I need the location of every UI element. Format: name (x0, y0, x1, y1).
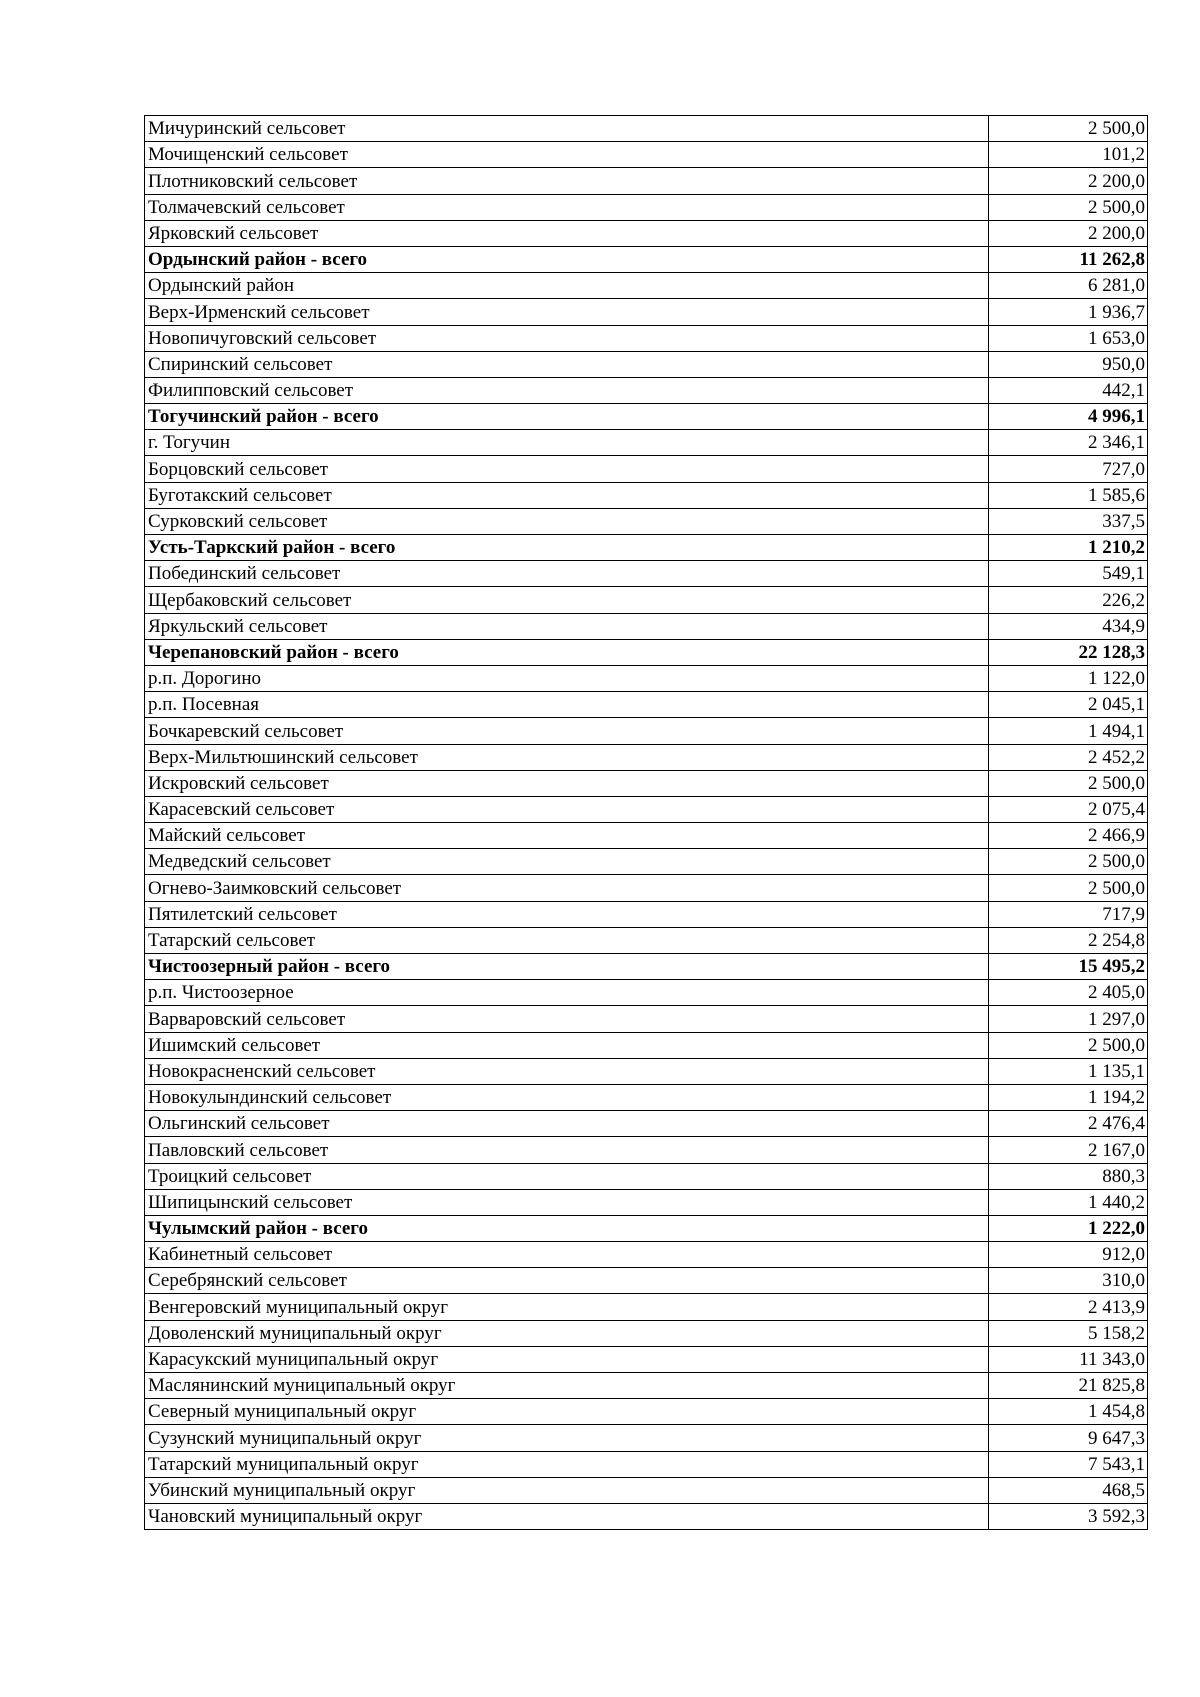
amount-cell: 2 452,2 (989, 744, 1148, 770)
table-row (145, 1503, 1148, 1529)
municipality-name: Ольгинский сельсовет (145, 1111, 989, 1137)
table-row (145, 1189, 1148, 1215)
municipality-name: Верх-Мильтюшинский сельсовет (145, 744, 989, 770)
amount-cell: 2 500,0 (989, 194, 1148, 220)
table-row (145, 1346, 1148, 1372)
municipality-name: Северный муниципальный округ (145, 1399, 989, 1425)
amount-cell: 6 281,0 (989, 273, 1148, 299)
district-total-amount: 11 262,8 (989, 246, 1148, 272)
municipality-name: Побединский сельсовет (145, 561, 989, 587)
municipality-name: Верх-Ирменский сельсовет (145, 299, 989, 325)
table-row (145, 613, 1148, 639)
amount-cell: 310,0 (989, 1268, 1148, 1294)
municipality-name: Яркульский сельсовет (145, 613, 989, 639)
table-row (145, 377, 1148, 403)
amount-cell: 1 653,0 (989, 325, 1148, 351)
table-row (145, 142, 1148, 168)
municipality-name: Борцовский сельсовет (145, 456, 989, 482)
table-row (145, 1399, 1148, 1425)
district-total-amount: 15 495,2 (989, 954, 1148, 980)
municipality-name: Филипповский сельсовет (145, 377, 989, 403)
table-row (145, 744, 1148, 770)
municipality-name: Троицкий сельсовет (145, 1163, 989, 1189)
amount-cell: 2 500,0 (989, 116, 1148, 142)
amount-cell: 11 343,0 (989, 1346, 1148, 1372)
amount-cell: 468,5 (989, 1477, 1148, 1503)
table-row (145, 692, 1148, 718)
table-row (145, 194, 1148, 220)
table-row (145, 1294, 1148, 1320)
table-row (145, 325, 1148, 351)
district-total-row (145, 535, 1148, 561)
municipality-name: Щербаковский сельсовет (145, 587, 989, 613)
municipality-name: Спиринский сельсовет (145, 351, 989, 377)
district-total-name: Усть-Таркский район - всего (145, 535, 989, 561)
table-row (145, 980, 1148, 1006)
amount-cell: 2 075,4 (989, 796, 1148, 822)
municipality-name: Варваровский сельсовет (145, 1006, 989, 1032)
amount-cell: 5 158,2 (989, 1320, 1148, 1346)
municipality-name: Маслянинский муниципальный округ (145, 1373, 989, 1399)
table-row (145, 587, 1148, 613)
amount-cell: 21 825,8 (989, 1373, 1148, 1399)
municipality-name: Буготакский сельсовет (145, 482, 989, 508)
table-row (145, 1163, 1148, 1189)
amount-cell: 1 135,1 (989, 1058, 1148, 1084)
municipality-name: Толмачевский сельсовет (145, 194, 989, 220)
amount-cell: 2 200,0 (989, 220, 1148, 246)
table-row (145, 116, 1148, 142)
municipality-name: Искровский сельсовет (145, 770, 989, 796)
district-total-name: Чистоозерный район - всего (145, 954, 989, 980)
district-total-row (145, 404, 1148, 430)
amount-cell: 2 045,1 (989, 692, 1148, 718)
municipality-name: г. Тогучин (145, 430, 989, 456)
municipality-name: Павловский сельсовет (145, 1137, 989, 1163)
amount-cell: 337,5 (989, 508, 1148, 534)
municipality-name: Огнево-Заимковский сельсовет (145, 875, 989, 901)
table-row (145, 1111, 1148, 1137)
table-row (145, 508, 1148, 534)
district-total-amount: 4 996,1 (989, 404, 1148, 430)
table-row (145, 770, 1148, 796)
amount-cell: 1 585,6 (989, 482, 1148, 508)
amount-cell: 1 936,7 (989, 299, 1148, 325)
municipality-name: Венгеровский муниципальный округ (145, 1294, 989, 1320)
municipality-name: Медведский сельсовет (145, 849, 989, 875)
table-row (145, 273, 1148, 299)
table-row (145, 927, 1148, 953)
table-row (145, 1451, 1148, 1477)
district-total-row (145, 246, 1148, 272)
table-row (145, 456, 1148, 482)
municipality-name: Кабинетный сельсовет (145, 1242, 989, 1268)
amount-cell: 226,2 (989, 587, 1148, 613)
amount-cell: 2 500,0 (989, 849, 1148, 875)
allocation-table (144, 115, 1148, 1530)
district-total-amount: 22 128,3 (989, 639, 1148, 665)
municipality-name: Шипицынский сельсовет (145, 1189, 989, 1215)
municipality-name: р.п. Посевная (145, 692, 989, 718)
municipality-name: Серебрянский сельсовет (145, 1268, 989, 1294)
table-row (145, 665, 1148, 691)
table-row (145, 482, 1148, 508)
table-row (145, 299, 1148, 325)
amount-cell: 727,0 (989, 456, 1148, 482)
district-total-amount: 1 210,2 (989, 535, 1148, 561)
table-row (145, 1006, 1148, 1032)
district-total-name: Черепановский район - всего (145, 639, 989, 665)
municipality-name: Доволенский муниципальный округ (145, 1320, 989, 1346)
amount-cell: 912,0 (989, 1242, 1148, 1268)
table-row (145, 1425, 1148, 1451)
municipality-name: Майский сельсовет (145, 823, 989, 849)
amount-cell: 2 200,0 (989, 168, 1148, 194)
municipality-name: Ярковский сельсовет (145, 220, 989, 246)
municipality-name: Новокрасненский сельсовет (145, 1058, 989, 1084)
municipality-name: Карасевский сельсовет (145, 796, 989, 822)
table-row (145, 1242, 1148, 1268)
municipality-name: Бочкаревский сельсовет (145, 718, 989, 744)
district-total-name: Ордынский район - всего (145, 246, 989, 272)
amount-cell: 101,2 (989, 142, 1148, 168)
amount-cell: 2 346,1 (989, 430, 1148, 456)
table-row (145, 796, 1148, 822)
amount-cell: 2 167,0 (989, 1137, 1148, 1163)
district-total-row (145, 954, 1148, 980)
amount-cell: 1 297,0 (989, 1006, 1148, 1032)
municipality-name: Сурковский сельсовет (145, 508, 989, 534)
municipality-name: Новокулындинский сельсовет (145, 1084, 989, 1110)
amount-cell: 3 592,3 (989, 1503, 1148, 1529)
municipality-name: Ордынский район (145, 273, 989, 299)
table-row (145, 220, 1148, 246)
amount-cell: 434,9 (989, 613, 1148, 639)
table-row (145, 1032, 1148, 1058)
table-row (145, 875, 1148, 901)
amount-cell: 1 440,2 (989, 1189, 1148, 1215)
municipality-name: Плотниковский сельсовет (145, 168, 989, 194)
municipality-name: Карасукский муниципальный округ (145, 1346, 989, 1372)
amount-cell: 717,9 (989, 901, 1148, 927)
amount-cell: 549,1 (989, 561, 1148, 587)
amount-cell: 1 454,8 (989, 1399, 1148, 1425)
amount-cell: 1 194,2 (989, 1084, 1148, 1110)
municipality-name: Чановский муниципальный округ (145, 1503, 989, 1529)
amount-cell: 1 122,0 (989, 665, 1148, 691)
district-total-name: Тогучинский район - всего (145, 404, 989, 430)
table-row (145, 351, 1148, 377)
amount-cell: 2 476,4 (989, 1111, 1148, 1137)
municipality-name: Новопичуговский сельсовет (145, 325, 989, 351)
table-row (145, 823, 1148, 849)
amount-cell: 2 405,0 (989, 980, 1148, 1006)
municipality-name: Сузунский муниципальный округ (145, 1425, 989, 1451)
amount-cell: 1 494,1 (989, 718, 1148, 744)
amount-cell: 2 500,0 (989, 770, 1148, 796)
amount-cell: 2 466,9 (989, 823, 1148, 849)
amount-cell: 2 500,0 (989, 875, 1148, 901)
district-total-name: Чулымский район - всего (145, 1215, 989, 1241)
amount-cell: 7 543,1 (989, 1451, 1148, 1477)
amount-cell: 2 500,0 (989, 1032, 1148, 1058)
amount-cell: 2 254,8 (989, 927, 1148, 953)
table-row (145, 561, 1148, 587)
table-row (145, 718, 1148, 744)
municipality-name: Мичуринский сельсовет (145, 116, 989, 142)
table-row (145, 1477, 1148, 1503)
municipality-name: Убинский муниципальный округ (145, 1477, 989, 1503)
municipality-name: р.п. Чистоозерное (145, 980, 989, 1006)
amount-cell: 950,0 (989, 351, 1148, 377)
allocation-table-body (145, 116, 1148, 1530)
municipality-name: Ишимский сельсовет (145, 1032, 989, 1058)
table-row (145, 1084, 1148, 1110)
amount-cell: 9 647,3 (989, 1425, 1148, 1451)
municipality-name: Татарский сельсовет (145, 927, 989, 953)
table-row (145, 1058, 1148, 1084)
amount-cell: 442,1 (989, 377, 1148, 403)
district-total-row (145, 639, 1148, 665)
table-row (145, 901, 1148, 927)
municipality-name: Татарский муниципальный округ (145, 1451, 989, 1477)
table-row (145, 1137, 1148, 1163)
table-row (145, 849, 1148, 875)
amount-cell: 2 413,9 (989, 1294, 1148, 1320)
municipality-name: Мочищенский сельсовет (145, 142, 989, 168)
table-row (145, 168, 1148, 194)
amount-cell: 880,3 (989, 1163, 1148, 1189)
municipality-name: р.п. Дорогино (145, 665, 989, 691)
municipality-name: Пятилетский сельсовет (145, 901, 989, 927)
district-total-amount: 1 222,0 (989, 1215, 1148, 1241)
district-total-row (145, 1215, 1148, 1241)
table-row (145, 1373, 1148, 1399)
table-row (145, 1320, 1148, 1346)
table-row (145, 1268, 1148, 1294)
table-row (145, 430, 1148, 456)
